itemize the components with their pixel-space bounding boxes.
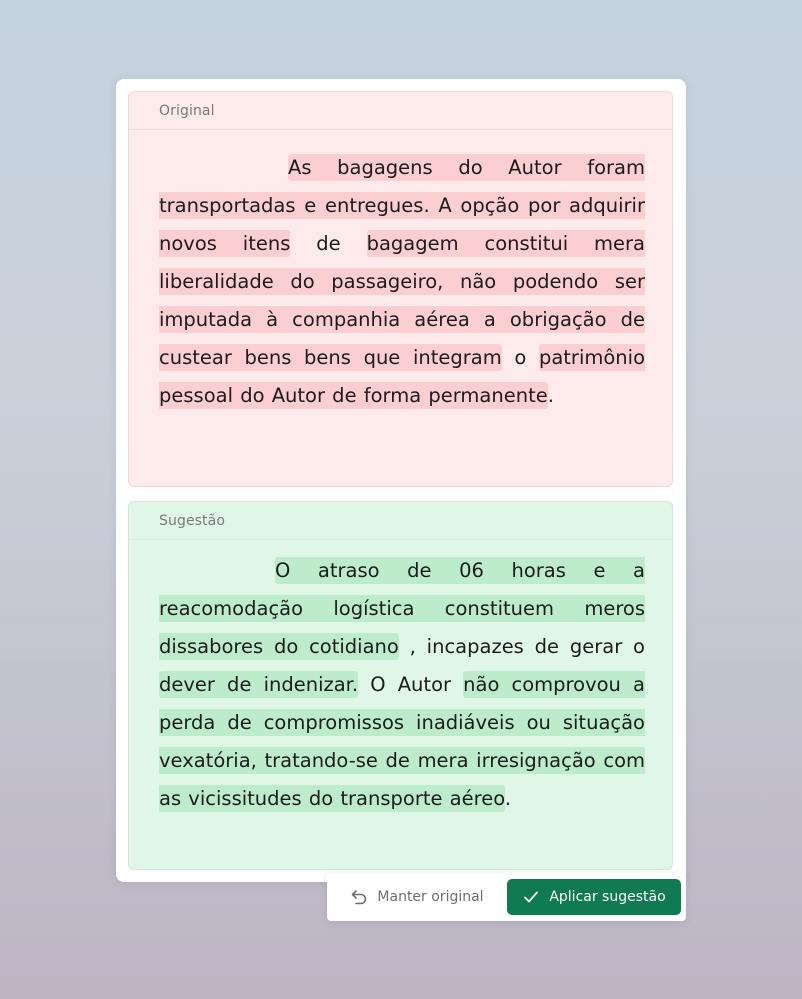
highlighted-segment: O atraso de 06 horas e a reacomodação logística constituem meros dissabores do cotidiano — [159, 559, 645, 658]
check-icon — [522, 888, 540, 906]
suggestion-panel — [128, 501, 673, 870]
plain-segment: de — [290, 232, 367, 255]
keep-original-button[interactable] — [335, 879, 499, 915]
apply-suggestion-label: Aplicar sugestão — [549, 889, 666, 905]
original-header: Original — [129, 92, 672, 130]
plain-segment: , incapazes de gerar o — [398, 635, 645, 658]
action-bar — [327, 873, 686, 921]
original-panel — [128, 91, 673, 487]
keep-original-label: Manter original — [377, 889, 484, 905]
plain-segment: . — [547, 384, 554, 407]
original-text — [159, 149, 645, 415]
plain-segment: . — [504, 787, 512, 810]
highlighted-segment: bagagem constitui mera liberalidade do passageiro, não podendo ser imputada à companhia aérea a obrigação de custear bens bens que integram — [159, 232, 645, 369]
apply-suggestion-button[interactable] — [507, 879, 681, 915]
undo-icon — [350, 888, 368, 906]
highlighted-segment: patrimônio pessoal do Autor de forma permanente — [159, 346, 645, 407]
plain-segment: o — [501, 346, 539, 369]
suggestion-header: Sugestão — [129, 502, 672, 540]
diff-card — [116, 79, 686, 882]
highlighted-segment: dever de indenizar. — [159, 673, 359, 696]
highlighted-segment: As bagagens do Autor foram transportadas e entregues. A opção por adquirir novos itens — [159, 156, 645, 255]
plain-segment: O Autor — [358, 673, 464, 696]
highlighted-segment: não comprovou a perda de compromissos inadiáveis ou situação vexatória, tratando-se de mera irresignação com as vicissitudes do transporte aéreo — [159, 673, 645, 810]
suggestion-text — [159, 552, 645, 818]
